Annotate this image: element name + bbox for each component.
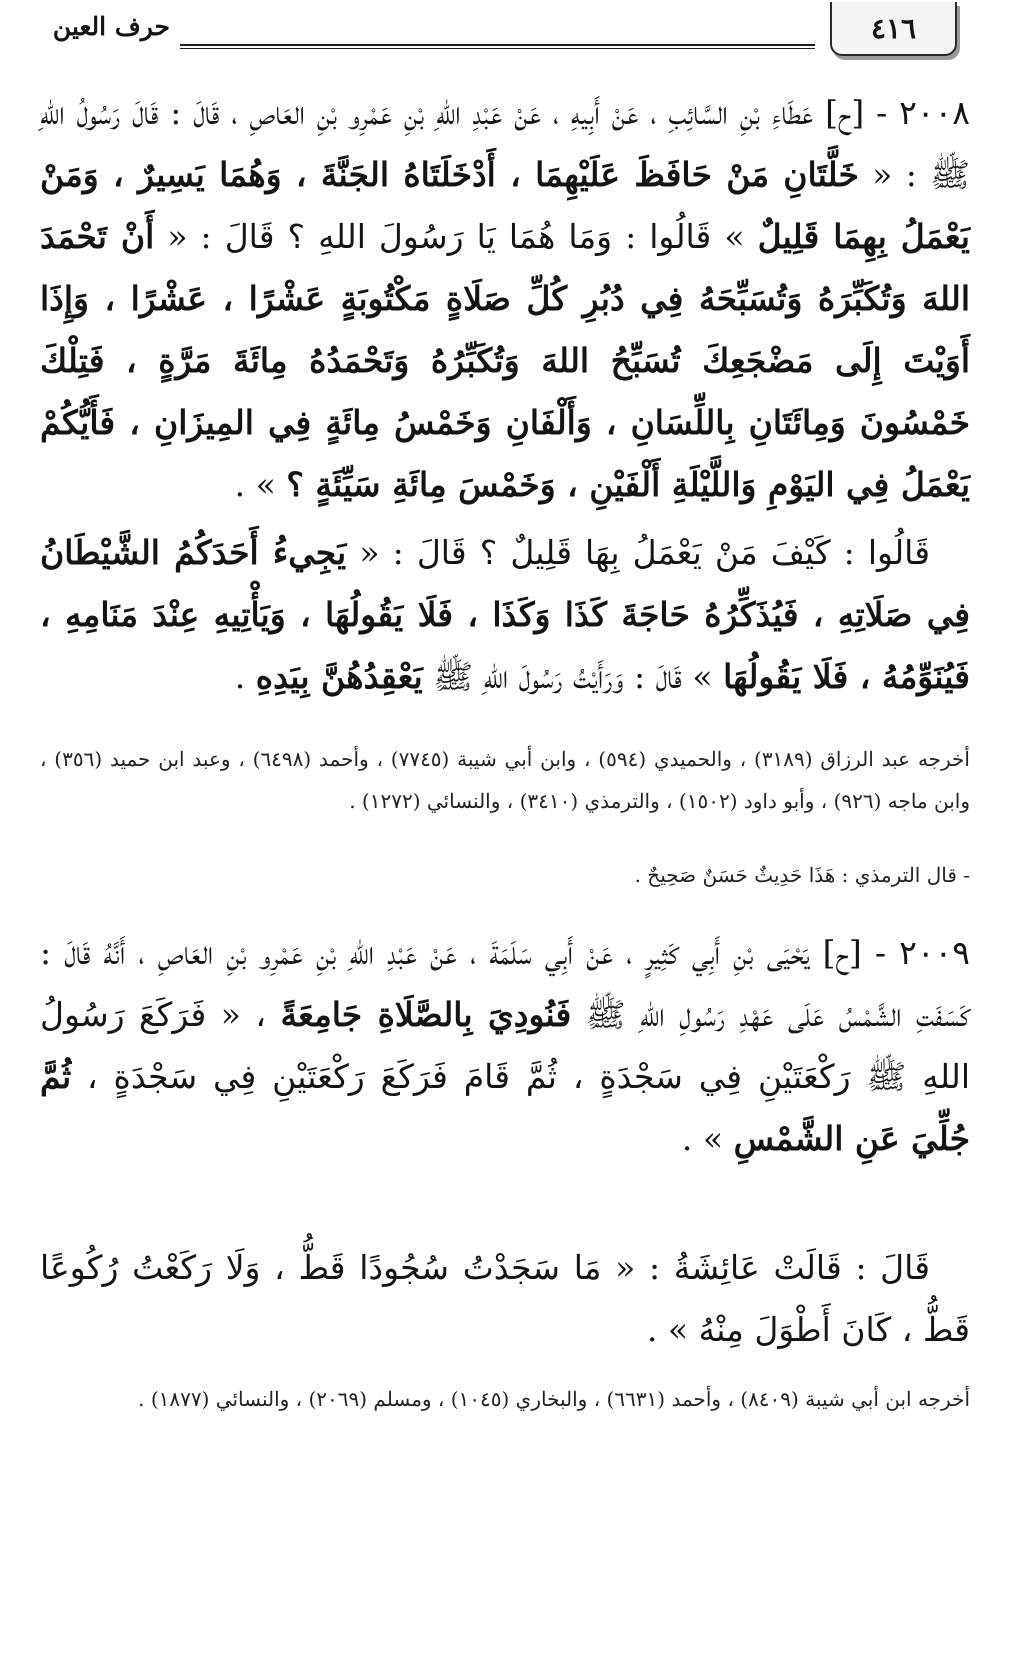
isnad: عَطَاءِ بْنِ السَّائِبِ ، عَنْ أَبِيهِ ، عَنْ عَبْدِ اللهِ بْنِ عَمْرِو بْنِ العَاصِ ، (231, 93, 814, 132)
matn-bold-1: فَنُودِيَ بِالصَّلَاةِ جَامِعَةً (280, 995, 572, 1034)
header-rule-thin (180, 48, 815, 49)
period: . (234, 657, 246, 696)
intro: قَالُوا : كَيْفَ مَنْ يَعْمَلُ بِهَا قَلِيلٌ ؟ قَالَ : « (359, 533, 930, 572)
narration-mid: » قَالُوا : وَمَا هُمَا يَا رَسُولَ اللهِ ؟ قَالَ : « (167, 217, 745, 256)
running-title: حرف العين (52, 12, 170, 41)
hadith-2009-paragraph-2: قَالَ : قَالَتْ عَائِشَةُ : « مَا سَجَدْتُ سُجُودًا قَطُّ ، وَلَا رَكَعْتُ رُكُوعًا قَطُّ ، كَانَ أَطْوَلَ مِنْهُ » . (40, 1248, 970, 1349)
hadith-2008-paragraph-2 (40, 522, 970, 708)
hadith-2009-sources: أخرجه ابن أبي شيبة (٨٤٠٩) ، وأحمد (٦٦٣١) ، والبخاري (١٠٤٥) ، ومسلم (٢٠٦٩) ، والنسائي (١٨٧٧) . (138, 1387, 970, 1411)
hadith-2009-paragraph-1 (40, 922, 970, 1170)
page-number: ٤١٦ (830, 2, 957, 56)
hadith-2008-sources: أخرجه عبد الرزاق (٣١٨٩) ، والحميدي (٥٩٤) ، وابن أبي شيبة (٧٧٤٥) ، وأحمد (٦٤٩٨) ، وعبد ابن حميد (٣٥٦) ، وابن ماجه (٩٢٦) ، وأبو داود (١٥٠٢) ، والترمذي (٣٤١٠) ، والنسائي (١٢٧٢) . (40, 747, 970, 813)
matn-bold-2: أَنْ تَحْمَدَ اللهَ وَتُكَبِّرَهُ وَتُسَبِّحَهُ فِي دُبُرِ كُلِّ صَلَاةٍ مَكْتُوبَةٍ عَشْرًا ، عَشْرًا ، وَإِذَا أَوَيْتَ إِلَى مَضْجَعِكَ تُسَبِّحُ اللهَ وَتُكَبِّرُهُ وَتَحْمَدُهُ مِائَةَ مَرَّةٍ ، فَتِلْكَ خَمْسُونَ وَمِائَتَانِ بِاللِّسَانِ ، وَأَلْفَانِ وَخَمْسُ مِائَةٍ فِي المِيزَانِ ، فَأَيُّكُمْ يَعْمَلُ فِي اليَوْمِ وَاللَّيْلَةِ أَلْفَيْنِ ، وَخَمْسَ مِائَةِ سَيِّئَةٍ ؟ (40, 217, 970, 504)
hadith-number: ٢٠٠٩ (899, 933, 971, 972)
isnad: يَحْيَى بْنِ أَبِي كَثِيرٍ ، عَنْ أَبِي سَلَمَةَ ، عَنْ عَبْدِ اللهِ بْنِ عَمْرِو بْنِ العَاصِ ، أَنَّهُ قَالَ : كَسَفَتِ الشَّمْسُ عَلَى عَهْدِ رَسُولِ اللهِ ﷺ (40, 933, 970, 1034)
matn-bold-end: يَعْقِدُهُنَّ بِيَدِهِ (255, 657, 423, 696)
marker: [ح] (825, 93, 865, 132)
hadith-2008-paragraph-1 (40, 82, 970, 516)
page-header (0, 0, 1010, 70)
matn-bold-1: خَلَّتَانِ مَنْ حَافَظَ عَلَيْهِمَا ، أَدْخَلَتَاهُ الجَنَّةَ ، وَهُمَا يَسِيرٌ ، وَمَنْ يَعْمَلُ بِهِمَا قَلِيلٌ (40, 155, 970, 256)
number-dash: - (876, 93, 888, 132)
matn-bold: يَجِيءُ أَحَدَكُمُ الشَّيْطَانُ فِي صَلَاتِهِ ، فَيُذَكِّرُهُ حَاجَةَ كَذَا وَكَذَا ، فَلَا يَقُولُهَا ، وَيَأْتِيهِ عِنْدَ مَنَامِهِ ، فَيُنَوِّمُهُ ، فَلَا يَقُولُهَا (40, 533, 970, 696)
marker: [ح] (822, 933, 862, 972)
hadith-2008-grading-note: - قال الترمذي : هَذَا حَدِيثٌ حَسَنٌ صَحِيحٌ . (634, 863, 970, 887)
number-dash: - (874, 933, 887, 972)
matn-bold-2: ثُمَّ جُلِّيَ عَنِ الشَّمْسِ (40, 1057, 970, 1158)
narration-mid: ، « فَرَكَعَ رَسُولُ اللهِ ﷺ رَكْعَتَيْنِ فِي سَجْدَةٍ ، ثُمَّ قَامَ فَرَكَعَ رَكْعَتَيْنِ فِي سَجْدَةٍ ، (40, 995, 970, 1096)
quote-close: » . (681, 1119, 724, 1158)
hadith-number: ٢٠٠٨ (899, 93, 970, 132)
header-rule (180, 44, 815, 46)
quote-close: » . (234, 465, 276, 504)
intro: قَالَ : قَالَ رَسُولُ اللهِ ﷺ : « (40, 93, 970, 194)
narration-mid: » قَالَ : وَرَأَيْتُ رَسُولَ اللهِ ﷺ (433, 657, 713, 696)
